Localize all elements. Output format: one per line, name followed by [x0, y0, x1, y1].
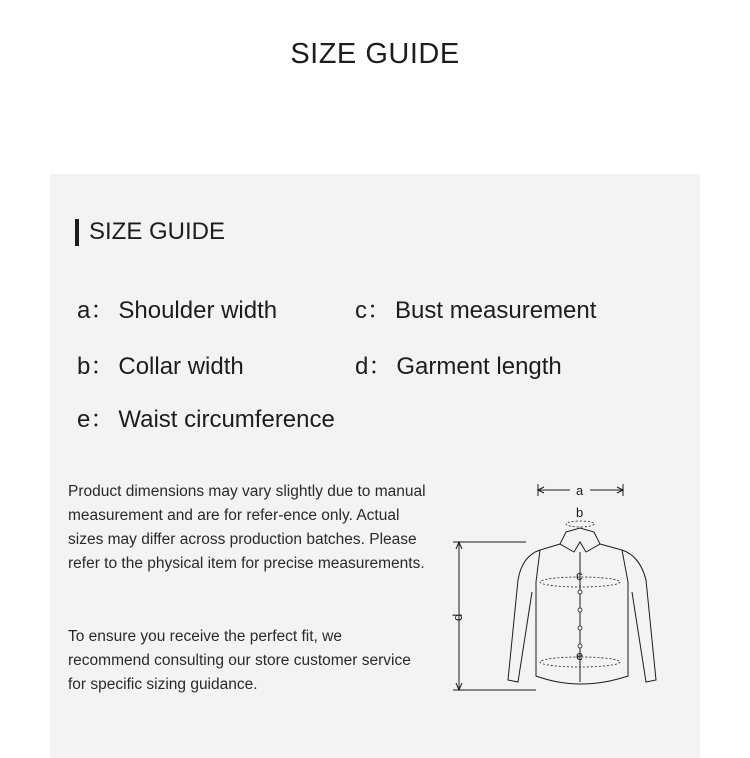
- measurement-d: [355, 346, 562, 381]
- measurement-key: d：: [355, 353, 393, 380]
- label-e: e: [576, 648, 584, 663]
- measurement-c: [355, 290, 596, 325]
- measurement-a: [77, 290, 277, 325]
- label-a: a: [576, 483, 584, 498]
- measurement-key: c：: [355, 297, 391, 324]
- section-header: [75, 218, 225, 246]
- label-b: b: [576, 505, 584, 520]
- section-title: SIZE GUIDE: [89, 218, 226, 245]
- measurement-b: [77, 346, 244, 381]
- measurement-label: Garment length: [396, 353, 562, 380]
- label-d: d: [450, 613, 465, 621]
- measurement-label: Waist circumference: [118, 406, 335, 433]
- label-c: c: [576, 568, 583, 583]
- shirt-icon: [440, 470, 680, 698]
- size-guide-panel: [50, 174, 700, 758]
- section-marker: [75, 219, 79, 246]
- measurement-label: Shoulder width: [118, 297, 278, 324]
- measurement-label: Collar width: [118, 353, 244, 380]
- disclaimer-paragraph: Product dimensions may vary slightly due to manual measurement and are for refer-ence only. Actual sizes may differ across production batches. Please refer to the physical item for precise measurements.: [68, 483, 426, 572]
- disclaimer-text: [68, 480, 428, 576]
- measurement-label: Bust measurement: [395, 297, 597, 324]
- measurement-key: e：: [77, 406, 115, 433]
- measurement-e: [77, 399, 335, 434]
- page-title: SIZE GUIDE: [290, 38, 460, 70]
- guidance-paragraph: To ensure you receive the perfect fit, we recommend consulting our store customer service for specific sizing guidance.: [68, 628, 411, 693]
- guidance-text: [68, 625, 428, 697]
- measurement-key: b：: [77, 353, 115, 380]
- measurement-key: a：: [77, 297, 115, 324]
